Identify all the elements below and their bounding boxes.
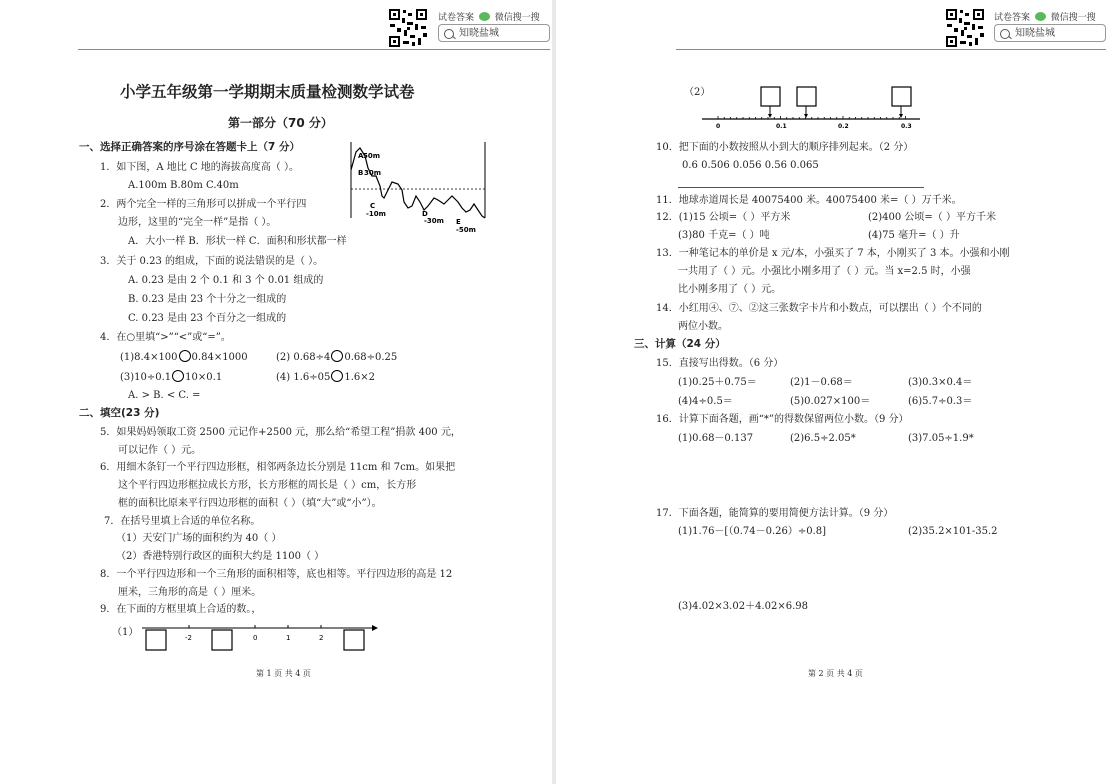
question-14: 14．小红用④、⑦、②这三张数字卡片和小数点，可以摆出（ ）个不同的 [656, 303, 982, 314]
answer-box[interactable] [344, 630, 364, 650]
section-title: 三、计算（24 分） [634, 338, 726, 350]
point-d-value: -30m [424, 217, 444, 225]
search-icon [444, 29, 454, 39]
qr-code-icon [388, 8, 428, 48]
question-11: 11．地球赤道周长是 40075400 米。40075400 米=（ ）万千米。 [656, 195, 962, 206]
point-d-label: D [422, 210, 428, 218]
question-7-part-2: （2）香港特别行政区的面积大约是 1100（ ） [116, 551, 325, 562]
question-15-item-6: (6)5.7÷0.3＝ [908, 396, 973, 407]
question-16: 16．计算下面各题，画“*”的得数保留两位小数。（9 分） [656, 414, 909, 425]
point-c-value: -10m [366, 210, 386, 218]
number-line-2 [702, 84, 922, 132]
item-right: 0.68÷0.25 [344, 352, 398, 363]
tick-label: 0 [253, 634, 258, 642]
compare-circle-icon[interactable] [331, 370, 343, 382]
part-title: 第一部分（70 分） [228, 116, 333, 130]
answer-box[interactable] [761, 87, 780, 106]
question-8-cont: 厘米，三角形的高是（ ）厘米。 [118, 587, 262, 598]
exam-page-2 [556, 0, 1111, 784]
altitude-diagram [348, 140, 488, 236]
question-9-part-1: （1） [112, 627, 139, 638]
question-3-option-a: A. 0.23 是由 2 个 0.1 和 3 个 0.01 组成的 [128, 275, 324, 286]
tick-label: 0 [716, 123, 721, 130]
answer-line [678, 187, 924, 188]
question-15-item-1: (1)0.25＋0.75＝ [678, 377, 757, 388]
brand-line [994, 10, 1096, 23]
item-left: (4) 1.6÷05 [276, 372, 331, 383]
item-right: 0.84×1000 [191, 352, 248, 363]
question-5: 5．如果妈妈领取工资 2500 元记作+2500 元，那么给“希望工程”捐款 400 元， [100, 427, 461, 438]
tick-label: 2 [319, 634, 324, 642]
question-4-item-2 [276, 350, 397, 364]
question-7: 7．在括号里填上合适的单位名称。 [104, 516, 261, 527]
answer-box[interactable] [212, 630, 232, 650]
tick-label: 0.2 [838, 123, 849, 130]
question-6-cont: 框的面积比原来平行四边形框的面积（ ）（填“大”或“小”）。 [118, 498, 382, 509]
question-12-part-3: (3)80 千克=（ ）吨 [678, 230, 770, 241]
search-query: 知晓盐城 [1015, 28, 1055, 39]
brand-text: 试卷答案 [994, 13, 1031, 23]
header-rule [78, 49, 550, 50]
search-label: 微信搜一搜 [1050, 13, 1096, 23]
compare-circle-icon[interactable] [172, 370, 184, 382]
point-a-label: A [358, 152, 364, 160]
question-17-item-1: (1)1.76－[（0.74－0.26）÷0.8] [678, 526, 827, 537]
question-4-item-1 [120, 350, 248, 364]
tick-label: 0.3 [901, 123, 912, 130]
question-3-option-b: B. 0.23 是由 23 个十分之一组成的 [128, 294, 287, 305]
question-10: 10．把下面的小数按照从小到大的顺序排列起来。（2 分） [656, 142, 914, 153]
qr-code-icon [945, 8, 985, 48]
question-4-options: A. > B. < C. = [128, 390, 201, 401]
question-1-options: A.100m B.80m C.40m [128, 180, 239, 191]
point-b-value: 30m [364, 169, 382, 177]
compare-circle-icon[interactable] [331, 350, 343, 362]
question-9: 9．在下面的方框里填上合适的数。， [100, 604, 262, 615]
section-title: 二、填空(23 分) [79, 407, 160, 419]
page-title: 小学五年级第一学期期末质量检测数学试卷 [120, 83, 415, 101]
page-footer: 第 2 页 共 4 页 [808, 669, 863, 678]
number-line-1 [140, 618, 380, 656]
question-3-option-c: C. 0.23 是由 23 个百分之一组成的 [128, 313, 287, 324]
brand-line [438, 10, 540, 23]
question-5-cont: 可以记作（ ）元。 [118, 445, 202, 456]
point-e-label: E [456, 218, 461, 226]
point-b-label: B [358, 169, 364, 177]
question-17-item-3: (3)4.02×3.02＋4.02×6.98 [678, 601, 808, 612]
question-12-part-4: (4)75 毫升=（ ）升 [868, 230, 960, 241]
point-e-value: -50m [456, 226, 476, 234]
question-2: 2．两个完全一样的三角形可以拼成一个平行四 [100, 199, 307, 210]
answer-box[interactable] [146, 630, 166, 650]
question-9-part-2: （2） [684, 87, 711, 98]
answer-box[interactable] [797, 87, 816, 106]
page-footer: 第 1 页 共 4 页 [256, 669, 311, 678]
question-16-item-1: (1)0.68－0.137 [678, 433, 754, 444]
search-box[interactable] [438, 24, 550, 42]
question-1: 1．如下图，A 地比 C 地的海拔高度高（ ）。 [100, 162, 299, 173]
search-box[interactable] [994, 24, 1106, 42]
item-left: (1)8.4×100 [120, 352, 178, 363]
question-17: 17．下面各题，能简算的要用简便方法计算。（9 分） [656, 508, 894, 519]
tick-label: 0.1 [776, 123, 787, 130]
question-15: 15．直接写出得数。（6 分） [656, 358, 784, 369]
question-6: 6．用细木条钉一个平行四边形框，相邻两条边长分别是 11cm 和 7cm。如果把 [100, 462, 456, 473]
question-15-item-3: (3)0.3×0.4＝ [908, 377, 973, 388]
exam-page-1 [0, 0, 552, 784]
header-rule [676, 49, 1106, 50]
tick-label: -2 [185, 634, 192, 642]
question-12-part-1: 12．(1)15 公顷=（ ）平方米 [656, 212, 791, 223]
wechat-icon [479, 12, 490, 21]
question-4-item-3 [120, 370, 222, 384]
question-4-item-4 [276, 370, 375, 384]
question-7-part-1: （1）天安门广场的面积约为 40（ ） [116, 533, 282, 544]
question-15-item-2: (2)1－0.68＝ [790, 377, 853, 388]
search-icon [1000, 29, 1010, 39]
question-8: 8．一个平行四边形和一个三角形的面积相等，底也相等。平行四边形的高是 12 [100, 569, 453, 580]
question-2-options: A．大小一样 B．形状一样 C．面积和形状都一样 [128, 236, 347, 247]
question-15-item-5: (5)0.027×100＝ [790, 396, 871, 407]
item-right: 10×0.1 [185, 372, 223, 383]
search-label: 微信搜一搜 [494, 13, 540, 23]
question-10-numbers: 0.6 0.506 0.056 0.56 0.065 [682, 160, 819, 171]
section-title: 一、选择正确答案的序号涂在答题卡上（7 分） [79, 141, 300, 153]
question-13: 13．一种笔记本的单价是 x 元/本，小强买了 7 本，小刚买了 3 本。小强和小刚 [656, 248, 1010, 259]
question-17-item-2: (2)35.2×101-35.2 [908, 526, 998, 537]
answer-box[interactable] [892, 87, 911, 106]
question-15-item-4: (4)4÷0.5＝ [678, 396, 733, 407]
brand-text: 试卷答案 [438, 13, 475, 23]
item-right: 1.6×2 [344, 372, 376, 383]
question-14-cont: 两位小数。 [678, 321, 728, 332]
point-a-value: 50m [363, 152, 381, 160]
question-16-item-2: (2)6.5÷2.05* [790, 433, 856, 444]
tick-label: 1 [286, 634, 291, 642]
question-16-item-3: (3)7.05÷1.9* [908, 433, 974, 444]
question-3: 3．关于 0.23 的组成，下面的说法错误的是（ ）。 [100, 256, 324, 267]
question-13-cont: 比小刚多用了（ ）元。 [678, 284, 782, 295]
question-4: 4．在○里填“>”“<”或“=”。 [100, 332, 231, 343]
search-query: 知晓盐城 [459, 28, 499, 39]
question-12-part-2: (2)400 公顷=（ ）平方千米 [868, 212, 996, 223]
question-13-cont: 一共用了（ ）元。小强比小刚多用了（ ）元。当 x=2.5 时，小强 [678, 266, 971, 277]
item-left: (2) 0.68÷4 [276, 352, 331, 363]
item-left: (3)10÷0.1 [120, 372, 172, 383]
point-c-label: C [370, 202, 376, 210]
question-2-cont: 边形，这里的“完全一样”是指（ ）。 [118, 217, 277, 228]
wechat-icon [1035, 12, 1046, 21]
question-6-cont: 这个平行四边形框拉成长方形，长方形框的周长是（ ）cm，长方形 [118, 480, 417, 491]
compare-circle-icon[interactable] [179, 350, 191, 362]
